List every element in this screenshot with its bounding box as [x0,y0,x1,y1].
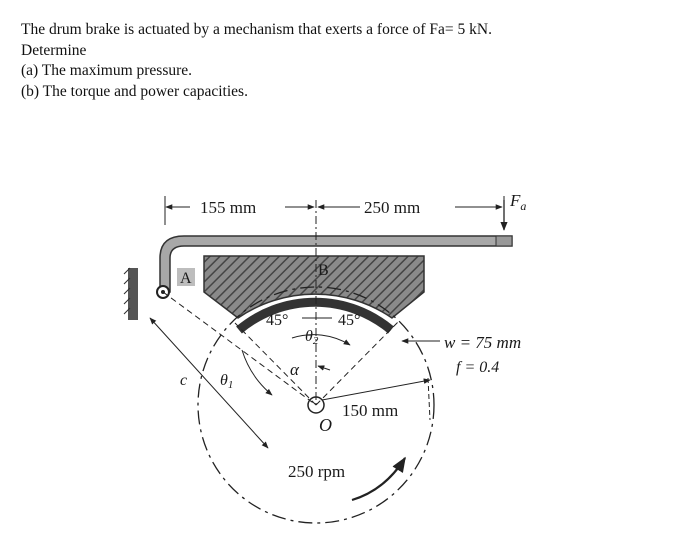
angle-45-left: 45° [266,312,289,329]
radius-tick [428,378,430,420]
theta2-arc [292,335,350,345]
angle-45-right: 45° [338,312,361,329]
c-label: c [180,372,188,389]
ground-support [128,268,138,320]
problem-statement: The drum brake is actuated by a mechanism that exerts a force of Fa= 5 kN. [21,21,492,38]
c-dim-line [150,318,268,448]
dim-right-label: 250 mm [364,198,421,217]
theta1-arc [242,350,272,395]
speed-label: 250 rpm [288,462,346,481]
width-label: w = 75 mm [444,333,522,352]
shoe-label: B [318,262,329,279]
pivot-label: A [180,270,192,287]
determine-label: Determine [21,41,87,59]
rotation-arrow [352,458,405,500]
dim-left-label: 155 mm [200,198,257,217]
alpha-arrow [318,366,330,370]
center-label: O [319,415,332,435]
brake-lining [239,302,391,330]
lever-tip [496,236,512,246]
line-45-right [316,322,398,405]
radius-label: 150 mm [342,401,399,420]
friction-label: f = 0.4 [456,359,500,376]
part-a: (a) The maximum pressure. [21,62,193,79]
theta1-label: θ1 [220,372,234,391]
theta2-label: θ2 [305,328,319,347]
part-b: (b) The torque and power capacities. [21,82,248,100]
force-label: $F_a$ [510,191,527,213]
alpha-label: α [290,360,299,379]
